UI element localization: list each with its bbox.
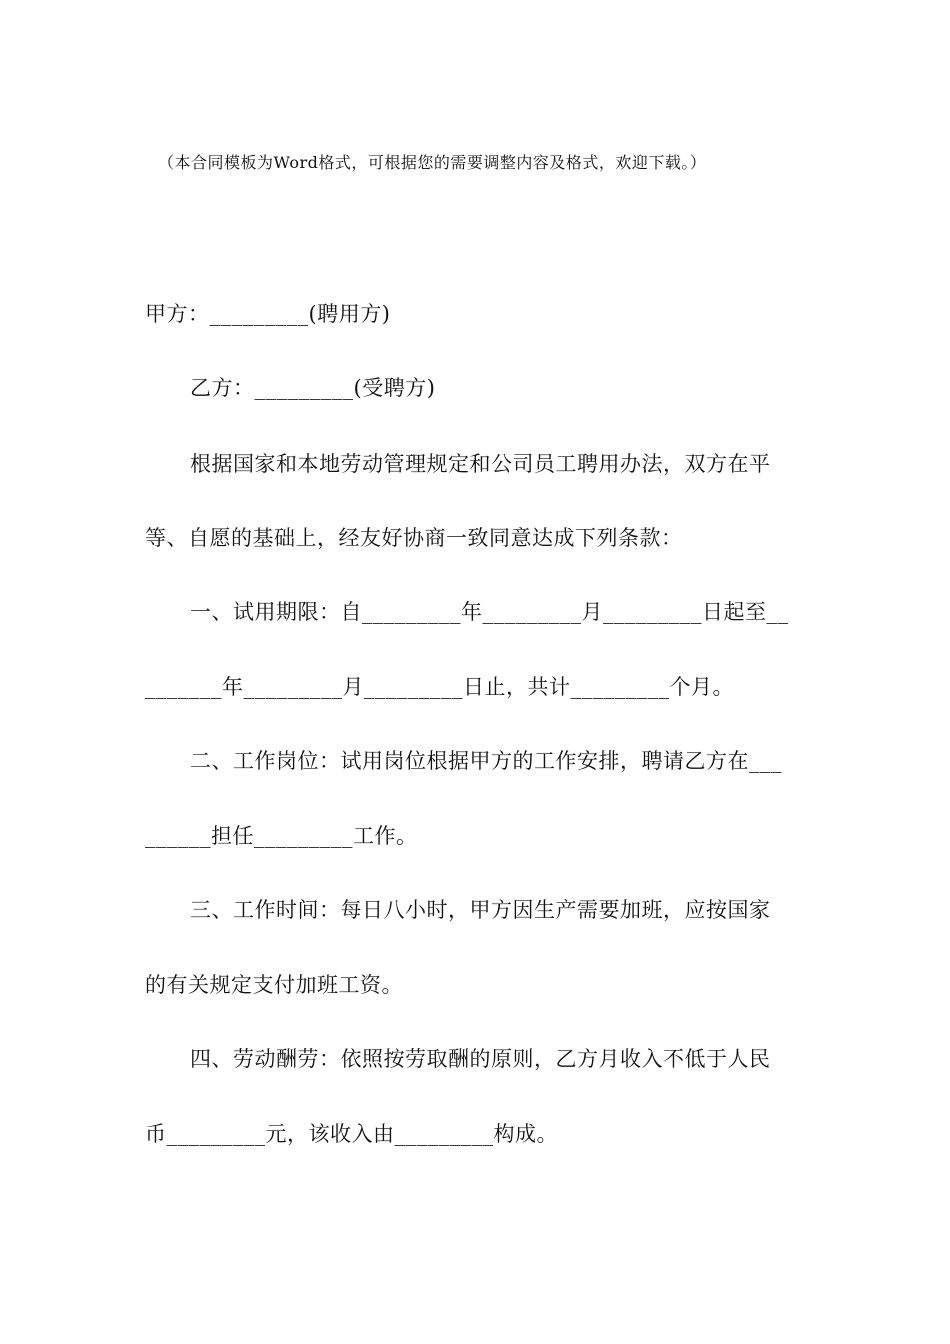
party-a-line: 甲方：_________(聘用方) xyxy=(145,302,391,326)
clause-1-line-2: _______年_________月_________日止，共计_________个月。 xyxy=(145,675,734,699)
preamble-line-1: 根据国家和本地劳动管理规定和公司员工聘用办法，双方在平 xyxy=(190,452,771,476)
preamble-line-2: 等、自愿的基础上，经友好协商一致同意达成下列条款： xyxy=(145,526,683,550)
clause-3-line-2: 的有关规定支付加班工资。 xyxy=(145,973,403,997)
clause-3-line-1: 三、工作时间：每日八小时，甲方因生产需要加班，应按国家 xyxy=(190,898,771,922)
clause-4-line-1: 四、劳动酬劳：依照按劳取酬的原则，乙方月收入不低于人民 xyxy=(190,1047,771,1071)
clause-1-line-1: 一、试用期限：自_________年_________月_________日起至__ xyxy=(190,600,789,624)
clause-2-line-1: 二、工作岗位：试用岗位根据甲方的工作安排，聘请乙方在___ xyxy=(190,749,782,773)
template-note: （本合同模板为Word格式，可根据您的需要调整内容及格式，欢迎下载。） xyxy=(158,153,707,172)
clause-4-line-2: 币_________元，该收入由_________构成。 xyxy=(145,1122,558,1146)
clause-2-line-2: ______担任_________工作。 xyxy=(145,824,418,848)
party-b-line: 乙方：_________(受聘方) xyxy=(190,376,436,400)
